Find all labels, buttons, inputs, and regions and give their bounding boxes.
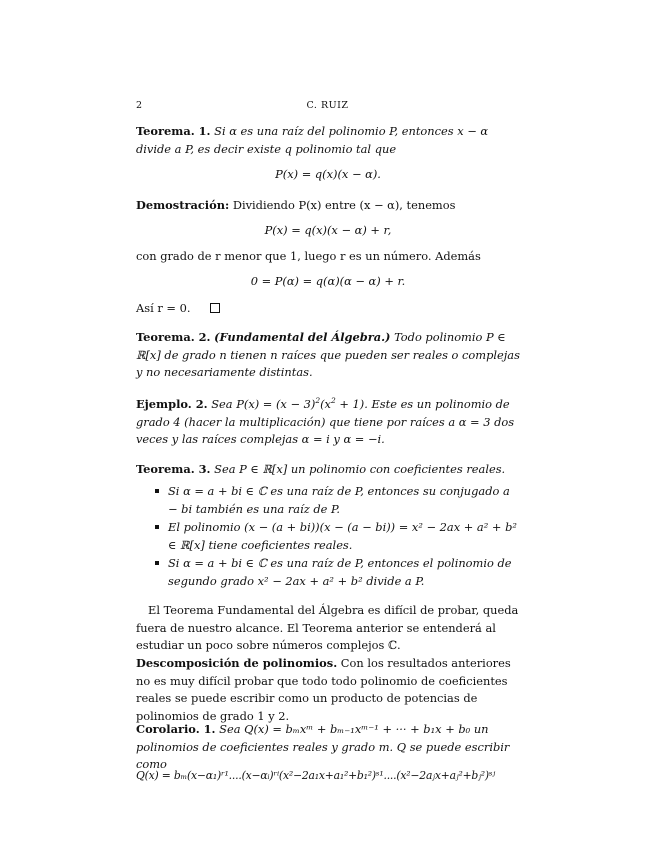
theorem-1-text: Si α es una raíz del polinomio P, entonces x − α divide a P, es decir existe q polinomio tal que bbox=[136, 124, 489, 156]
example-2-text-c: + 1). Este es un polinomio de grado 4 (hacer la multiplicación) que tiene por raíces a α = 3 dos veces y las raíces complejas α = i y α = −i. bbox=[136, 397, 515, 446]
corollary-1 bbox=[136, 721, 520, 774]
theorem-1-label: Teorema. 1. bbox=[136, 124, 211, 138]
list-item bbox=[154, 555, 520, 590]
corollary-1-equation: Q(x) = bₘ(x−α₁)ʳ¹....(x−αᵢ)ʳⁱ(x²−2a₁x+a₁²+b₁²)ˢ¹....(x²−2aⱼx+aⱼ²+bⱼ²)ˢʲ bbox=[136, 769, 496, 782]
proof-equation-2: 0 = P(α) = q(α)(α − α) + r. bbox=[250, 274, 406, 288]
list-item bbox=[154, 483, 520, 518]
example-2-label: Ejemplo. 2. bbox=[136, 397, 208, 411]
example-2-exponent-2: 2 bbox=[330, 396, 336, 405]
theorem-1-equation: P(x) = q(x)(x − α). bbox=[275, 167, 381, 181]
bullet-icon bbox=[155, 561, 159, 565]
example-2-text-a: Sea P(x) = (x − 3) bbox=[211, 397, 316, 411]
decomposition-text: Con los resultados anteriores no es muy difícil probar que todo todo polinomio de coeficientes reales se puede escribir como un producto de potencias de polinomios de grado 1 y 2. bbox=[136, 656, 511, 723]
bullet-text: Si α = a + bi ∈ ℂ es una raíz de P, entonces su conjugado a − bi también es una raíz de P. bbox=[168, 484, 510, 516]
qed-square-icon bbox=[210, 303, 220, 313]
running-head: C. RUIZ bbox=[306, 100, 349, 111]
theorem-3-label: Teorema. 3. bbox=[136, 462, 211, 476]
decomposition-paragraph bbox=[136, 655, 520, 725]
theorem-1 bbox=[136, 123, 520, 158]
proof-equation-1: P(x) = q(x)(x − α) + r, bbox=[264, 223, 392, 237]
theorem-2 bbox=[136, 329, 520, 382]
page-header bbox=[136, 100, 519, 114]
corollary-1-label: Corolario. 1. bbox=[136, 722, 216, 736]
proof-label: Demostración: bbox=[136, 198, 230, 212]
corollary-1-text: Sea Q(x) = bₘxᵐ + bₘ₋₁xᵐ⁻¹ + ··· + b₁x + b₀ un polinomios de coeficientes reales y grado m. Q se puede escribir como bbox=[136, 722, 510, 771]
page-number: 2 bbox=[136, 100, 143, 111]
theorem-3-bullets bbox=[154, 483, 520, 591]
example-2-exponent-1: 2 bbox=[315, 396, 321, 405]
bullet-icon bbox=[155, 489, 159, 493]
bullet-text: Si α = a + bi ∈ ℂ es una raíz de P, entonces el polinomio de segundo grado x² − 2ax + a² + b² divide a P. bbox=[168, 556, 512, 588]
theorem-2-title: (Fundamental del Álgebra.) bbox=[214, 330, 391, 344]
proof-text-2: con grado de r menor que 1, luego r es un número. Además bbox=[136, 249, 481, 263]
decomposition-label: Descomposición de polinomios. bbox=[136, 656, 338, 670]
theorem-3-text: Sea P ∈ ℝ[x] un polinomio con coeficientes reales. bbox=[214, 462, 506, 476]
proof-conclusion-line bbox=[136, 300, 520, 318]
example-2 bbox=[136, 396, 520, 449]
bullet-icon bbox=[155, 525, 159, 529]
theorem-3 bbox=[136, 461, 520, 479]
body-paragraph: El Teorema Fundamental del Álgebra es difícil de probar, queda fuera de nuestro alcance. El Teorema anterior se entenderá al estudiar un poco sobre números complejos ℂ. bbox=[136, 603, 519, 652]
proof-text-1: Dividiendo P(x) entre (x − α), tenemos bbox=[232, 198, 456, 212]
list-item bbox=[154, 519, 520, 554]
bullet-text: El polinomio (x − (a + bi))(x − (a − bi)) = x² − 2ax + a² + b² ∈ ℝ[x] tiene coeficientes reales. bbox=[168, 520, 517, 552]
proof bbox=[136, 197, 520, 215]
proof-conclusion: Así r = 0. bbox=[136, 301, 191, 315]
example-2-text-b: (x bbox=[320, 397, 331, 411]
theorem-2-text: Todo polinomio P ∈ ℝ[x] de grado n tienen n raíces que pueden ser reales o complejas y no necesariamente distintas. bbox=[136, 330, 520, 379]
theorem-2-label: Teorema. 2. bbox=[136, 330, 211, 344]
